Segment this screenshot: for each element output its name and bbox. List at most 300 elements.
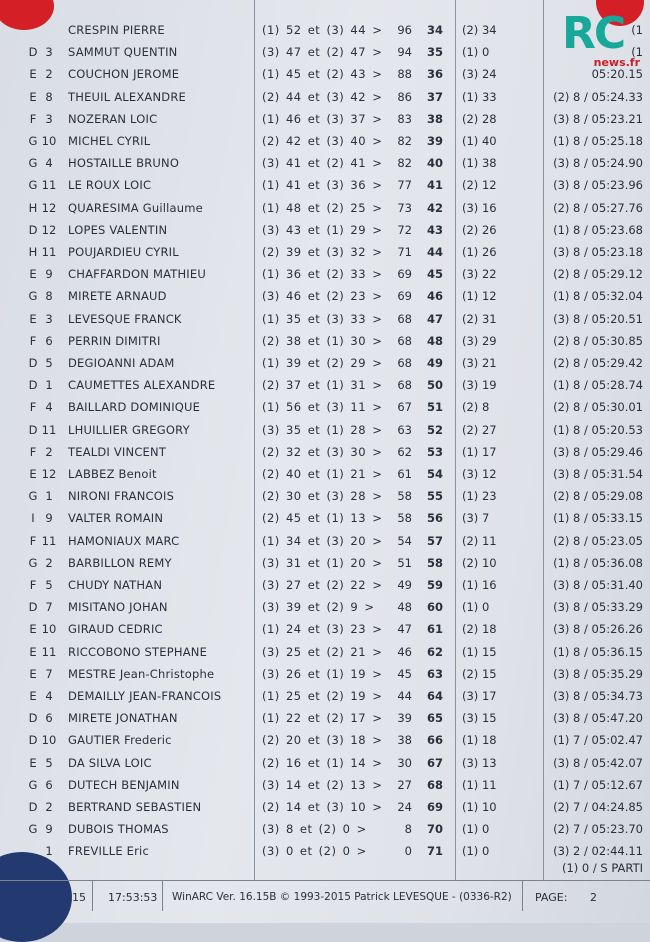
cell-time: (2) 7 / 04:24.85	[553, 800, 643, 814]
cell-num: 10	[41, 134, 57, 148]
table-row	[0, 20, 650, 42]
table-row	[0, 508, 650, 530]
cell-total: 94	[397, 45, 412, 60]
table-row	[0, 575, 650, 597]
cell-time: (3) 8 / 05:33.29	[553, 600, 643, 615]
cell-num: 2	[45, 800, 53, 814]
cell-time: (2) 8 / 05:29.42	[553, 356, 643, 370]
cell-name: GIRAUD CEDRIC	[68, 622, 163, 637]
cell-rec: (2) 34	[462, 23, 497, 37]
cell-name: HOSTAILLE BRUNO	[68, 156, 180, 171]
cell-total: 8	[404, 822, 412, 837]
cell-rank: 46	[426, 289, 443, 304]
cell-match: (1) 52 et (3) 44 >	[262, 23, 383, 37]
cell-time: (3) 8 / 05:31.54	[553, 467, 643, 481]
cell-rank: 38	[426, 111, 443, 126]
cell-name: RICCOBONO STEPHANE	[68, 644, 208, 659]
cell-total: 38	[397, 733, 412, 748]
cell-total: 44	[397, 689, 412, 703]
cell-total: 68	[397, 311, 412, 326]
cell-match: (3) 35 et (1) 28 >	[262, 422, 383, 437]
cell-num: 6	[45, 333, 53, 348]
cell-num: 5	[45, 578, 53, 592]
cell-match: (2) 42 et (3) 40 >	[262, 134, 383, 148]
cell-num: 1	[45, 489, 53, 504]
cell-grp: F	[29, 400, 37, 415]
cell-rec: (2) 15	[462, 666, 497, 681]
cell-total: 46	[397, 644, 412, 659]
extra-time: (1) 0 / S PARTI	[561, 861, 643, 875]
cell-time: (3) 8 / 05:31.40	[553, 578, 643, 592]
cell-rec: (1) 0	[462, 822, 490, 837]
table-row	[0, 353, 650, 375]
cell-grp: E	[29, 689, 37, 703]
cell-name: MESTRE Jean-Christophe	[68, 666, 215, 681]
cell-rank: 43	[426, 222, 443, 237]
cell-total: 54	[397, 533, 412, 548]
cell-rank: 64	[426, 689, 443, 703]
cell-rank: 51	[426, 400, 443, 415]
cell-time: (1) 8 / 05:32.04	[553, 289, 643, 304]
cell-num: 1	[45, 378, 53, 393]
table-row	[0, 264, 650, 286]
cell-match: (2) 20 et (3) 18 >	[262, 733, 383, 748]
cell-grp: G	[28, 777, 38, 792]
cell-match: (1) 48 et (2) 25 >	[262, 200, 383, 215]
table-row	[0, 664, 650, 686]
cell-time: (3) 8 / 05:42.07	[553, 755, 643, 770]
cell-rank: 70	[426, 822, 443, 837]
cell-name: NOZERAN LOIC	[68, 111, 158, 126]
cell-grp: I	[31, 511, 35, 526]
cell-match: (2) 39 et (3) 32 >	[262, 245, 383, 259]
cell-time: (2) 8 / 05:24.33	[553, 89, 643, 104]
table-row	[0, 109, 650, 131]
cell-name: DEMAILLY JEAN-FRANCOIS	[68, 689, 222, 703]
cell-rec: (3) 21	[462, 356, 497, 370]
cell-name: LE ROUX LOIC	[68, 178, 152, 193]
cell-num: 2	[45, 555, 53, 570]
cell-name: HAMONIAUX MARC	[68, 533, 180, 548]
cell-total: 30	[397, 755, 412, 770]
cell-num: 5	[45, 356, 53, 370]
cell-name: NIRONI FRANCOIS	[68, 489, 175, 504]
cell-name: CAUMETTES ALEXANDRE	[68, 378, 216, 393]
cell-total: 58	[397, 511, 412, 526]
cell-num: 6	[45, 711, 53, 726]
cell-rec: (1) 0	[462, 45, 490, 60]
cell-num: 11	[41, 644, 57, 659]
cell-total: 68	[397, 356, 412, 370]
cell-total: 72	[397, 222, 412, 237]
rcnews-logo	[562, 8, 642, 78]
cell-match: (3) 8 et (2) 0 >	[262, 822, 367, 837]
cell-match: (3) 43 et (1) 29 >	[262, 222, 383, 237]
cell-rank: 57	[426, 533, 443, 548]
cell-total: 77	[397, 178, 412, 193]
cell-total: 88	[397, 67, 412, 82]
cell-time: (1) 8 / 05:36.08	[553, 555, 643, 570]
cell-grp: E	[29, 755, 37, 770]
cell-rec: (3) 15	[462, 711, 497, 726]
cell-num: 12	[41, 200, 57, 215]
cell-rank: 41	[426, 178, 443, 193]
cell-match: (2) 38 et (1) 30 >	[262, 333, 383, 348]
cell-match: (1) 46 et (3) 37 >	[262, 111, 383, 126]
cell-name: PERRIN DIMITRI	[68, 333, 161, 348]
cell-rec: (1) 38	[462, 156, 497, 171]
cell-grp: G	[28, 555, 38, 570]
cell-time: (3) 8 / 05:29.46	[553, 444, 643, 459]
table-row	[0, 819, 650, 841]
cell-time: (2) 8 / 05:30.01	[553, 400, 643, 415]
cell-time: (1) 8 / 05:36.15	[553, 644, 643, 659]
cell-rec: (3) 16	[462, 200, 497, 215]
cell-total: 51	[397, 555, 412, 570]
cell-time: (2) 8 / 05:29.08	[553, 489, 643, 504]
cell-match: (2) 45 et (1) 13 >	[262, 511, 383, 526]
cell-grp: D	[28, 800, 38, 814]
cell-rec: (2) 31	[462, 311, 497, 326]
cell-total: 24	[397, 800, 412, 814]
cell-name: POUJARDIEU CYRIL	[68, 245, 179, 259]
cell-total: 96	[397, 23, 412, 37]
table-row	[0, 686, 650, 708]
cell-name: TEALDI VINCENT	[68, 444, 167, 459]
table-row	[0, 420, 650, 442]
cell-rec: (1) 11	[462, 777, 497, 792]
cell-name: CHUDY NATHAN	[68, 578, 163, 592]
cell-rec: (3) 13	[462, 755, 497, 770]
cell-grp: F	[29, 111, 37, 126]
cell-grp: F	[29, 333, 37, 348]
table-row	[0, 153, 650, 175]
cell-rank: 58	[426, 555, 443, 570]
cell-rank: 39	[426, 134, 443, 148]
cell-rank: 42	[426, 200, 443, 215]
cell-grp: E	[29, 89, 37, 104]
cell-rank: 66	[426, 733, 443, 748]
cell-rec: (1) 0	[462, 844, 490, 859]
cell-num: 7	[45, 600, 53, 615]
cell-name: LOPES VALENTIN	[68, 222, 168, 237]
cell-num: 9	[45, 511, 53, 526]
table-row	[0, 64, 650, 86]
cell-rank: 48	[426, 333, 443, 348]
cell-rec: (3) 19	[462, 378, 497, 393]
cell-num: 5	[45, 755, 53, 770]
footer-software: WinARC Ver. 16.15B © 1993-2015 Patrick LEVESQUE - (0336-R2)	[172, 891, 512, 903]
cell-rec: (2) 26	[462, 222, 497, 237]
logo-text: RC	[562, 8, 625, 59]
cell-num: 8	[45, 89, 53, 104]
cell-name: BARBILLON REMY	[68, 555, 172, 570]
cell-rank: 49	[426, 356, 443, 370]
cell-grp: D	[28, 222, 38, 237]
cell-name: LHUILLIER GREGORY	[68, 422, 190, 437]
cell-name: MICHEL CYRIL	[68, 134, 151, 148]
cell-time: (3) 8 / 05:23.18	[553, 245, 643, 259]
cell-rank: 63	[426, 666, 443, 681]
cell-time: (1) 7 / 05:12.67	[553, 777, 643, 792]
table-row	[0, 531, 650, 553]
cell-name: LABBEZ Benoit	[68, 467, 157, 481]
cell-name: FREVILLE Eric	[68, 844, 149, 859]
cell-grp: E	[29, 467, 37, 481]
cell-num: 3	[45, 311, 53, 326]
cell-match: (1) 35 et (3) 33 >	[262, 311, 383, 326]
cell-grp: E	[29, 666, 37, 681]
cell-num: 12	[41, 222, 57, 237]
cell-total: 39	[397, 711, 412, 726]
cell-rec: (3) 24	[462, 67, 497, 82]
cell-grp: D	[28, 45, 38, 60]
footer-page-label: PAGE:	[535, 891, 568, 904]
cell-total: 61	[397, 467, 412, 481]
cell-rec: (1) 26	[462, 245, 497, 259]
cell-total: 68	[397, 378, 412, 393]
cell-time: (3) 8 / 05:47.20	[553, 711, 643, 726]
table-row	[0, 553, 650, 575]
cell-match: (3) 26 et (1) 19 >	[262, 666, 383, 681]
footer-page-number: 2	[590, 891, 597, 904]
cell-total: 73	[397, 200, 412, 215]
cell-num: 3	[45, 45, 53, 60]
cell-num: 2	[45, 444, 53, 459]
cell-rank: 67	[426, 755, 443, 770]
cell-grp: D	[28, 378, 38, 393]
cell-rank: 61	[426, 622, 443, 637]
cell-time: (2) 7 / 05:23.70	[553, 822, 643, 837]
cell-grp: D	[28, 356, 38, 370]
cell-total: 45	[397, 666, 412, 681]
cell-match: (2) 30 et (3) 28 >	[262, 489, 383, 504]
cell-match: (3) 46 et (2) 23 >	[262, 289, 383, 304]
cell-rank: 71	[426, 844, 443, 859]
cell-total: 0	[404, 844, 412, 859]
cell-name: BERTRAND SEBASTIEN	[68, 800, 202, 814]
table-row	[0, 464, 650, 486]
cell-total: 68	[397, 333, 412, 348]
cell-total: 82	[397, 156, 412, 171]
cell-name: CRESPIN PIERRE	[68, 23, 165, 37]
cell-rec: (1) 23	[462, 489, 497, 504]
table-row	[0, 753, 650, 775]
cell-grp: G	[28, 489, 38, 504]
cell-name: CHAFFARDON MATHIEU	[68, 267, 206, 282]
cell-num: 7	[45, 666, 53, 681]
cell-rank: 60	[426, 600, 443, 615]
cell-num: 8	[45, 289, 53, 304]
cell-num: 9	[45, 267, 53, 282]
table-row	[0, 331, 650, 353]
cell-total: 47	[397, 622, 412, 637]
cell-rec: (1) 18	[462, 733, 497, 748]
cell-rank: 53	[426, 444, 443, 459]
cell-total: 62	[397, 444, 412, 459]
cell-total: 27	[397, 777, 412, 792]
cell-grp: H	[28, 245, 38, 259]
cell-time: (3) 8 / 05:20.51	[553, 311, 643, 326]
cell-match: (3) 25 et (2) 21 >	[262, 644, 383, 659]
cell-rec: (2) 27	[462, 422, 497, 437]
cell-rec: (1) 40	[462, 134, 497, 148]
cell-rec: (1) 33	[462, 89, 497, 104]
cell-rec: (1) 0	[462, 600, 490, 615]
cell-grp: D	[28, 733, 38, 748]
cell-time: (1) 7 / 05:02.47	[553, 733, 643, 748]
cell-time: (1) 8 / 05:33.15	[553, 511, 643, 526]
cell-rank: 35	[426, 45, 443, 60]
cell-rank: 45	[426, 267, 443, 282]
table-row	[0, 131, 650, 153]
cell-grp: G	[28, 289, 38, 304]
cell-num: 9	[45, 822, 53, 837]
cell-name: LEVESQUE FRANCK	[68, 311, 182, 326]
cell-match: (1) 45 et (2) 43 >	[262, 67, 383, 82]
cell-rec: (1) 17	[462, 444, 497, 459]
cell-num: 4	[45, 156, 53, 171]
cell-name: BAILLARD DOMINIQUE	[68, 400, 201, 415]
table-row	[0, 619, 650, 641]
cell-grp: H	[28, 200, 38, 215]
cell-name: GAUTIER Frederic	[68, 733, 172, 748]
cell-rank: 40	[426, 156, 443, 171]
cell-time: (2) 8 / 05:30.85	[553, 333, 643, 348]
cell-rec: (2) 28	[462, 111, 497, 126]
table-row	[0, 198, 650, 220]
cell-total: 83	[397, 111, 412, 126]
cell-time: (3) 2 / 02:44.11	[553, 844, 643, 859]
table-row	[0, 220, 650, 242]
cell-rec: (2) 8	[462, 400, 490, 415]
cell-grp: E	[29, 622, 37, 637]
table-row	[0, 775, 650, 797]
footer-date: 15	[72, 891, 86, 904]
cell-match: (3) 14 et (2) 13 >	[262, 777, 383, 792]
cell-name: MISITANO JOHAN	[68, 600, 168, 615]
cell-grp: D	[28, 422, 38, 437]
cell-match: (3) 27 et (2) 22 >	[262, 578, 383, 592]
cell-match: (2) 40 et (1) 21 >	[262, 467, 383, 481]
cell-match: (1) 22 et (2) 17 >	[262, 711, 383, 726]
cell-grp: E	[29, 644, 37, 659]
table-row	[0, 309, 650, 331]
table-row	[0, 708, 650, 730]
cell-grp: E	[29, 267, 37, 282]
cell-name: COUCHON JEROME	[68, 67, 180, 82]
cell-name: DUBOIS THOMAS	[68, 822, 169, 837]
cell-rec: (3) 29	[462, 333, 497, 348]
cell-rank: 56	[426, 511, 443, 526]
cell-rank: 54	[426, 467, 443, 481]
cell-time: (1) 8 / 05:23.68	[553, 222, 643, 237]
cell-rank: 47	[426, 311, 443, 326]
cell-time: (2) 8 / 05:29.12	[553, 267, 643, 282]
cell-name: THEUIL ALEXANDRE	[68, 89, 187, 104]
table-row	[0, 597, 650, 619]
cell-match: (3) 31 et (1) 20 >	[262, 555, 383, 570]
cell-rec: (3) 7	[462, 511, 490, 526]
cell-grp: G	[28, 178, 38, 193]
cell-total: 69	[397, 289, 412, 304]
cell-name: DUTECH BENJAMIN	[68, 777, 180, 792]
cell-name: MIRETE JONATHAN	[68, 711, 178, 726]
cell-num: 2	[45, 67, 53, 82]
cell-match: (1) 34 et (3) 20 >	[262, 533, 383, 548]
cell-name: DEGIOANNI ADAM	[68, 356, 175, 370]
cell-rank: 52	[426, 422, 443, 437]
cell-time: (1) 8 / 05:25.18	[553, 134, 643, 148]
cell-num: 1	[45, 844, 53, 859]
cell-rank: 37	[426, 89, 443, 104]
cell-match: (3) 0 et (2) 0 >	[262, 844, 367, 859]
cell-total: 48	[397, 600, 412, 615]
table-row	[0, 797, 650, 819]
cell-total: 67	[397, 400, 412, 415]
cell-num: 4	[45, 400, 53, 415]
cell-grp: D	[28, 711, 38, 726]
cell-match: (3) 39 et (2) 9 >	[262, 600, 375, 615]
cell-time: (3) 8 / 05:34.73	[553, 689, 643, 703]
table-row	[0, 42, 650, 64]
cell-rec: (2) 18	[462, 622, 497, 637]
cell-match: (2) 32 et (3) 30 >	[262, 444, 383, 459]
cell-rank: 59	[426, 578, 443, 592]
cell-time: (3) 8 / 05:24.90	[553, 156, 643, 171]
cell-grp: F	[29, 444, 37, 459]
cell-num: 11	[41, 422, 57, 437]
cell-total: 58	[397, 489, 412, 504]
cell-rank: 69	[426, 800, 443, 814]
cell-name: MIRETE ARNAUD	[68, 289, 167, 304]
cell-total: 86	[397, 89, 412, 104]
cell-rec: (2) 10	[462, 555, 497, 570]
cell-rank: 68	[426, 777, 443, 792]
table-row-extra	[0, 858, 650, 880]
cell-match: (1) 56 et (3) 11 >	[262, 400, 383, 415]
cell-rec: (1) 16	[462, 578, 497, 592]
cell-name: SAMMUT QUENTIN	[68, 45, 178, 60]
cell-total: 82	[397, 134, 412, 148]
cell-match: (2) 14 et (3) 10 >	[262, 800, 383, 814]
cell-rank: 65	[426, 711, 443, 726]
cell-num: 4	[45, 689, 53, 703]
cell-time: (2) 8 / 05:27.76	[553, 200, 643, 215]
cell-rank: 62	[426, 644, 443, 659]
cell-num: 3	[45, 111, 53, 126]
cell-match: (1) 25 et (2) 19 >	[262, 689, 383, 703]
cell-grp: G	[28, 822, 38, 837]
table-row	[0, 730, 650, 752]
cell-match: (1) 39 et (2) 29 >	[262, 356, 383, 370]
cell-match: (1) 24 et (3) 23 >	[262, 622, 383, 637]
cell-rec: (1) 15	[462, 644, 497, 659]
cell-num: 10	[41, 622, 57, 637]
cell-match: (1) 36 et (2) 33 >	[262, 267, 383, 282]
table-row	[0, 442, 650, 464]
cell-time: 05:20.15	[591, 67, 643, 82]
cell-num: 6	[45, 777, 53, 792]
cell-rank: 44	[426, 245, 443, 259]
cell-match: (2) 37 et (1) 31 >	[262, 378, 383, 393]
cell-match: (1) 41 et (3) 36 >	[262, 178, 383, 193]
cell-time: (1) 8 / 05:20.53	[553, 422, 643, 437]
footer-time: 17:53:53	[108, 891, 158, 904]
cell-rec: (1) 10	[462, 800, 497, 814]
cell-time: (1	[631, 23, 643, 37]
cell-rank: 34	[426, 23, 443, 37]
